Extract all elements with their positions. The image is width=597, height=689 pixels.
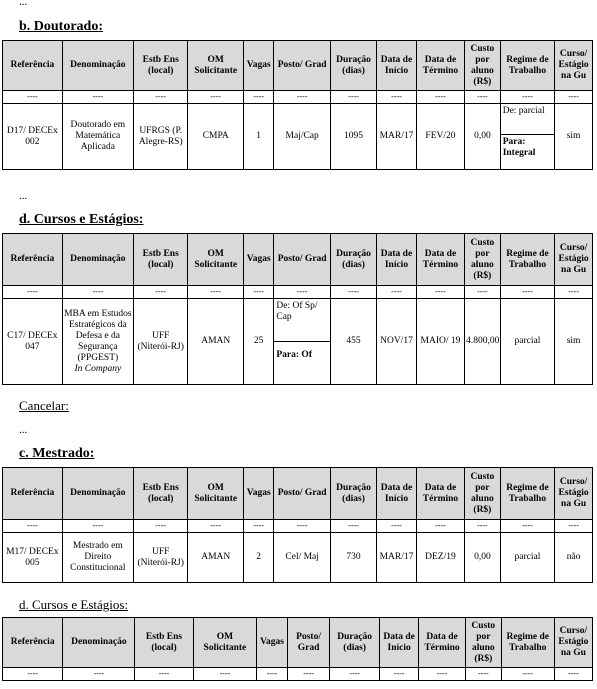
dash-cell: ---- (3, 286, 63, 299)
dash-cell: ---- (188, 286, 244, 299)
dash-cell: ---- (500, 520, 554, 533)
dash-cell: ---- (377, 520, 417, 533)
table-row (3, 533, 593, 583)
section-title-cursos-2: d. Cursos e Estágios: (19, 597, 129, 612)
cell-regime (500, 104, 554, 170)
dash-cell: ---- (287, 668, 329, 681)
col-header: Denominação (63, 618, 135, 668)
dash-row (3, 286, 593, 299)
cell-gu: sim (555, 299, 593, 385)
col-header: Posto/ Grad (274, 234, 331, 286)
col-header: Referência (3, 468, 63, 520)
cell-om: CMPA (188, 104, 244, 170)
col-header: Curso/ Estágio na Gu (555, 468, 593, 520)
col-header: Duração (dias) (330, 41, 376, 91)
dash-cell: ---- (500, 286, 554, 299)
col-header: Vagas (243, 41, 273, 91)
dash-cell: ---- (419, 668, 466, 681)
cell-gu: não (555, 533, 593, 583)
col-header: Referência (3, 41, 63, 91)
dash-cell: ---- (62, 91, 133, 104)
col-header: OM Solicitante (188, 468, 244, 520)
cell-posto: Maj/Cap (274, 104, 331, 170)
section-title-cursos: d. Cursos e Estágios: (19, 212, 144, 227)
dash-cell: ---- (133, 286, 187, 299)
ellipsis: ... (19, 190, 28, 202)
table-mestrado (2, 467, 593, 583)
col-header: Data de Término (416, 468, 464, 520)
cell-om: AMAN (188, 533, 244, 583)
col-header: Data de Início (377, 41, 417, 91)
dash-cell: ---- (555, 286, 593, 299)
dash-cell: ---- (555, 520, 593, 533)
cell-regime: parcial (500, 533, 554, 583)
dash-cell: ---- (274, 286, 331, 299)
dash-row (3, 668, 593, 681)
table-cursos-2 (2, 617, 593, 681)
dash-row (3, 91, 593, 104)
cell-estb: UFRGS (P. Alegre-RS) (133, 104, 187, 170)
cell-denominacao: Doutorado em Matemática Aplicada (62, 104, 133, 170)
dash-cell: ---- (416, 286, 464, 299)
section-title-doutorado: b. Doutorado: (19, 19, 104, 34)
table-header-row (3, 234, 593, 286)
col-header: Curso/ Estágio na Gu (555, 234, 593, 286)
dash-cell: ---- (188, 91, 244, 104)
col-header: Custo por aluno (R$) (465, 618, 501, 668)
dash-cell: ---- (330, 286, 376, 299)
cell-referencia: D17/ DECEx 002 (3, 104, 63, 170)
cell-denominacao: Mestrado em Direito Constitucional (62, 533, 133, 583)
cell-vagas: 1 (243, 104, 273, 170)
dash-cell: ---- (274, 91, 331, 104)
cancel-label: Cancelar: (19, 398, 69, 413)
dash-cell: ---- (555, 91, 593, 104)
dash-cell: ---- (416, 520, 464, 533)
cell-gu: sim (555, 104, 593, 170)
dash-cell: ---- (188, 520, 244, 533)
dash-cell: ---- (330, 91, 376, 104)
col-header: Curso/ Estágio na Gu (555, 41, 593, 91)
cell-inicio: MAR/17 (377, 533, 417, 583)
regime-from: De: parcial (501, 104, 554, 135)
cell-regime: parcial (500, 299, 554, 385)
posto-to: Para: Of (276, 350, 312, 360)
cell-posto (274, 299, 331, 385)
dash-cell: ---- (193, 668, 257, 681)
cell-duracao: 455 (330, 299, 376, 385)
dash-cell: ---- (3, 668, 63, 681)
col-header: Duração (dias) (330, 468, 376, 520)
dash-cell: ---- (501, 668, 554, 681)
cell-termino: MAIO/ 19 (416, 299, 464, 385)
col-header: Regime de Trabalho (501, 618, 554, 668)
col-header: Duração (dias) (330, 618, 380, 668)
col-header: Posto/ Grad (274, 41, 331, 91)
cell-posto: Cel/ Maj (274, 533, 331, 583)
col-header: Custo por aluno (R$) (465, 41, 501, 91)
dash-cell: ---- (63, 668, 135, 681)
cell-duracao: 1095 (330, 104, 376, 170)
col-header: Duração (dias) (330, 234, 376, 286)
dash-cell: ---- (274, 520, 331, 533)
dash-cell: ---- (500, 91, 554, 104)
col-header: Denominação (62, 468, 133, 520)
cell-referencia: C17/ DECEx 047 (3, 299, 63, 385)
table-doutorado (2, 40, 593, 170)
col-header: Custo por aluno (R$) (465, 468, 501, 520)
cell-custo: 4.800,00 (465, 299, 501, 385)
dash-cell: ---- (243, 91, 273, 104)
dash-cell: ---- (377, 286, 417, 299)
dash-cell: ---- (243, 286, 273, 299)
col-header: Referência (3, 234, 63, 286)
dash-cell: ---- (135, 668, 193, 681)
dash-cell: ---- (62, 520, 133, 533)
col-header: Denominação (62, 41, 133, 91)
ellipsis: ... (19, 0, 28, 8)
col-header: Estb Ens (local) (133, 234, 187, 286)
col-header: Vagas (243, 468, 273, 520)
col-header: Estb Ens (local) (135, 618, 193, 668)
table-header-row (3, 618, 593, 668)
col-header: Data de Início (380, 618, 419, 668)
dash-cell: ---- (465, 520, 501, 533)
dash-cell: ---- (330, 520, 376, 533)
ellipsis: ... (19, 424, 28, 436)
dash-cell: ---- (465, 91, 501, 104)
cell-estb: UFF (Niterói-RJ) (133, 299, 187, 385)
table-header-row (3, 41, 593, 91)
col-header: OM Solicitante (188, 41, 244, 91)
col-header: Estb Ens (local) (133, 41, 187, 91)
cell-referencia: M17/ DECEx 005 (3, 533, 63, 583)
col-header: Estb Ens (local) (133, 468, 187, 520)
cell-estb: UFF (Niterói-RJ) (133, 533, 187, 583)
col-header: Regime de Trabalho (500, 41, 554, 91)
dash-cell: ---- (554, 668, 592, 681)
dash-cell: ---- (465, 668, 501, 681)
col-header: Data de Término (416, 234, 464, 286)
in-company-label: In Company (74, 363, 122, 374)
col-header: Referência (3, 618, 63, 668)
col-header: Custo por aluno (R$) (465, 234, 501, 286)
regime-to: Para: Integral (502, 137, 536, 158)
cell-vagas: 25 (243, 299, 273, 385)
col-header: Denominação (62, 234, 133, 286)
col-header: Data de Início (377, 234, 417, 286)
cell-termino: FEV/20 (416, 104, 464, 170)
dash-cell: ---- (257, 668, 288, 681)
cell-vagas: 2 (243, 533, 273, 583)
dash-row (3, 520, 593, 533)
cell-inicio: NOV/17 (377, 299, 417, 385)
col-header: OM Solicitante (188, 234, 244, 286)
dash-cell: ---- (380, 668, 419, 681)
dash-cell: ---- (330, 668, 380, 681)
table-header-row (3, 468, 593, 520)
col-header: Data de Término (419, 618, 466, 668)
dash-cell: ---- (3, 520, 63, 533)
dash-cell: ---- (133, 91, 187, 104)
col-header: Regime de Trabalho (500, 468, 554, 520)
col-header: Vagas (257, 618, 288, 668)
cell-duracao: 730 (330, 533, 376, 583)
col-header: Posto/ Grad (287, 618, 329, 668)
cell-custo: 0,00 (465, 104, 501, 170)
table-row (3, 299, 593, 385)
dash-cell: ---- (465, 286, 501, 299)
table-row (3, 104, 593, 170)
cell-inicio: MAR/17 (377, 104, 417, 170)
col-header: Data de Início (377, 468, 417, 520)
cell-termino: DEZ/19 (416, 533, 464, 583)
col-header: Vagas (243, 234, 273, 286)
section-title-mestrado: c. Mestrado: (19, 446, 95, 461)
posto-from: De: Of Sp/ Cap (274, 299, 330, 342)
cell-custo: 0,00 (465, 533, 501, 583)
cell-denominacao (62, 299, 133, 385)
table-cursos (2, 233, 593, 385)
col-header: OM Solicitante (193, 618, 257, 668)
col-header: Regime de Trabalho (500, 234, 554, 286)
col-header: Posto/ Grad (274, 468, 331, 520)
dash-cell: ---- (377, 91, 417, 104)
dash-cell: ---- (62, 286, 133, 299)
col-header: Curso/ Estágio na Gu (554, 618, 592, 668)
dash-cell: ---- (3, 91, 63, 104)
col-header: Data de Término (416, 41, 464, 91)
cell-om: AMAN (188, 299, 244, 385)
dash-cell: ---- (416, 91, 464, 104)
denominacao-text: MBA em Estudos Estratégicos da Defesa e da Segurança (PPGEST) (64, 308, 132, 363)
dash-cell: ---- (133, 520, 187, 533)
dash-cell: ---- (243, 520, 273, 533)
